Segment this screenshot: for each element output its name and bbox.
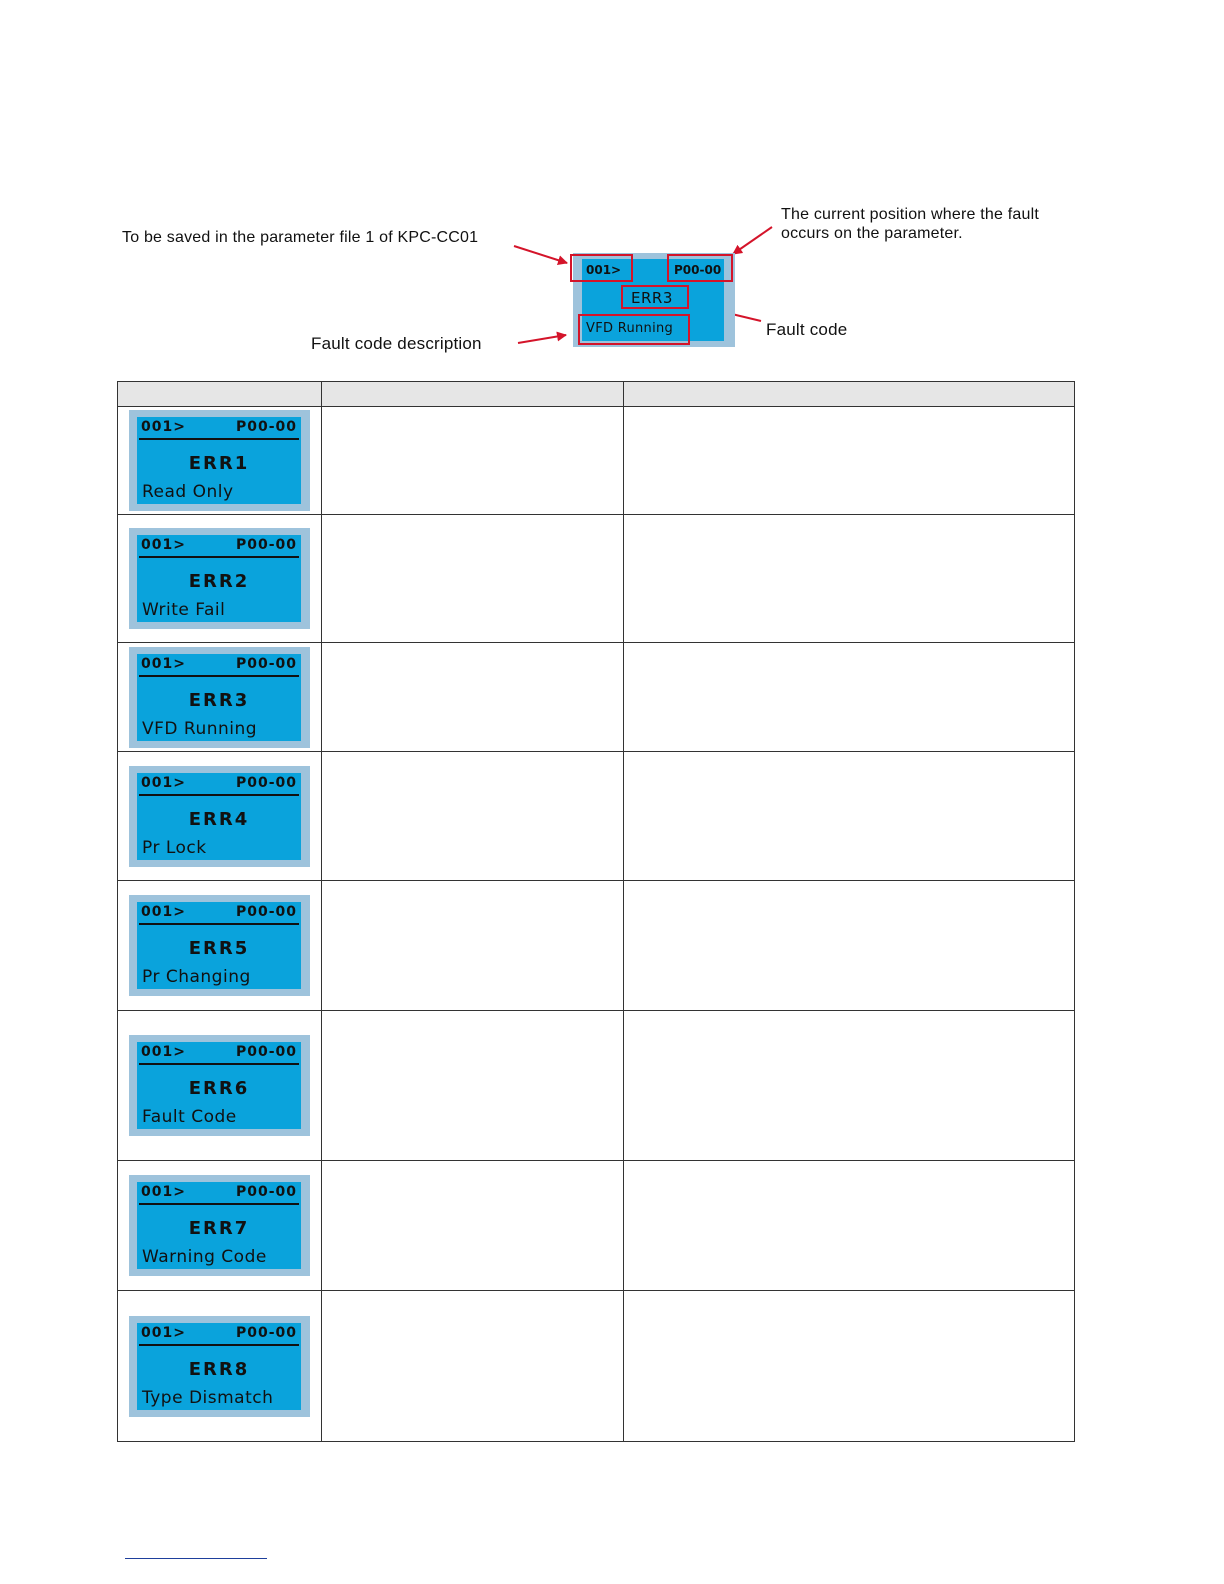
lcd-fault-code: ERR5: [188, 938, 250, 959]
lcd-screen: [137, 417, 301, 504]
lcd-screen: [137, 773, 301, 860]
lcd-file-number: 001>: [141, 1184, 186, 1200]
lcd-parameter: P00-00: [674, 263, 722, 277]
lcd-fault-code: ERR3: [188, 689, 250, 711]
keypad-lcd: [129, 1035, 310, 1136]
lcd-screen: [137, 902, 301, 989]
table-row: [118, 407, 1075, 515]
lcd-fault-description: Warning Code: [142, 1247, 267, 1267]
lcd-file-number: 001>: [141, 655, 186, 672]
lcd-screen: [137, 1182, 301, 1269]
description-cell: [322, 515, 624, 643]
lcd-parameter: P00-00: [235, 774, 297, 791]
keypad-lcd: [129, 766, 310, 867]
lcd-file-number: 001>: [141, 419, 186, 435]
lcd-fault-code: ERR7: [188, 1218, 250, 1239]
footer-rule: [125, 1558, 267, 1559]
fault-display-diagram: [0, 0, 1224, 370]
lcd-header: [139, 1323, 299, 1346]
lcd-file-number: 001>: [141, 1044, 186, 1060]
lcd-file-number: 001>: [586, 263, 622, 277]
lcd-parameter: P00-00: [235, 1324, 297, 1341]
lcd-fault-code: ERR8: [188, 1358, 250, 1380]
lcd-cell: [118, 1011, 322, 1161]
lcd-cell: [118, 515, 322, 643]
keypad-lcd: [129, 1175, 310, 1276]
annotation-fault-code: Fault code: [766, 320, 848, 339]
lcd-fault-description: Fault Code: [142, 1107, 237, 1127]
lcd-cell: [118, 1291, 322, 1442]
lcd-header: [139, 773, 299, 796]
action-cell: [624, 643, 1075, 752]
annotation-fault-description: Fault code description: [311, 334, 482, 353]
annotation-position-line2: occurs on the parameter.: [781, 225, 963, 242]
keypad-lcd-example: [573, 253, 735, 347]
lcd-fault-code: ERR6: [188, 1078, 250, 1099]
lcd-fault-description: Type Dismatch: [142, 1387, 274, 1408]
action-cell: [624, 881, 1075, 1011]
description-cell: [322, 1011, 624, 1161]
lcd-screen: [137, 535, 301, 622]
lcd-cell: [118, 1161, 322, 1291]
lcd-fault-code: ERR3: [631, 289, 673, 307]
description-cell: [322, 407, 624, 515]
description-cell: [322, 643, 624, 752]
header-description: [322, 382, 624, 407]
lcd-parameter: P00-00: [235, 1184, 297, 1200]
annotation-saved-file: To be saved in the parameter file 1 of KPC-CC01: [122, 229, 479, 246]
lcd-parameter: P00-00: [235, 655, 297, 672]
action-cell: [624, 752, 1075, 881]
lcd-header: [139, 902, 299, 925]
table-header-row: [118, 382, 1075, 407]
lcd-cell: [118, 407, 322, 515]
lcd-header: [139, 535, 299, 558]
lcd-parameter: P00-00: [235, 419, 297, 435]
lcd-parameter: P00-00: [235, 904, 297, 920]
lcd-parameter: P00-00: [235, 537, 297, 553]
lcd-fault-code: ERR2: [188, 571, 250, 592]
table-row: [118, 752, 1075, 881]
keypad-lcd: [129, 410, 310, 511]
description-cell: [322, 1161, 624, 1291]
annotation-position-line1: The current position where the fault: [781, 206, 1040, 223]
lcd-cell: [118, 643, 322, 752]
lcd-parameter: P00-00: [235, 1044, 297, 1060]
keypad-lcd: [129, 895, 310, 996]
lcd-header: [139, 1182, 299, 1205]
lcd-fault-description: Pr Lock: [142, 837, 207, 858]
lcd-fault-description: Write Fail: [142, 600, 226, 620]
keypad-lcd: [129, 647, 310, 748]
lcd-fault-description: VFD Running: [586, 321, 674, 336]
lcd-header: [139, 1042, 299, 1065]
keypad-lcd: [129, 1316, 310, 1417]
lcd-fault-description: Pr Changing: [142, 967, 251, 987]
action-cell: [624, 1291, 1075, 1442]
lcd-screen: [137, 1042, 301, 1129]
header-action: [624, 382, 1075, 407]
action-cell: [624, 1011, 1075, 1161]
lcd-file-number: 001>: [141, 1324, 186, 1341]
header-display: [118, 382, 322, 407]
description-cell: [322, 1291, 624, 1442]
lcd-fault-code: ERR1: [188, 453, 250, 474]
lcd-screen: [137, 654, 301, 741]
lcd-screen: [137, 1323, 301, 1410]
lcd-file-number: 001>: [141, 774, 186, 791]
action-cell: [624, 1161, 1075, 1291]
lcd-cell: [118, 881, 322, 1011]
lcd-fault-description: VFD Running: [142, 718, 258, 739]
lcd-file-number: 001>: [141, 537, 186, 553]
fault-code-table: [117, 381, 1075, 1442]
table-row: [118, 1011, 1075, 1161]
arrow-to-desc: [518, 335, 566, 343]
action-cell: [624, 515, 1075, 643]
arrow-to-param: [733, 227, 772, 254]
description-cell: [322, 752, 624, 881]
arrow-to-file: [514, 246, 567, 263]
lcd-fault-code: ERR4: [188, 808, 250, 830]
table-row: [118, 881, 1075, 1011]
action-cell: [624, 407, 1075, 515]
lcd-cell: [118, 752, 322, 881]
lcd-file-number: 001>: [141, 904, 186, 920]
lcd-header: [139, 417, 299, 440]
table-row: [118, 643, 1075, 752]
lcd-header: [139, 654, 299, 677]
table-row: [118, 1161, 1075, 1291]
table-row: [118, 515, 1075, 643]
description-cell: [322, 881, 624, 1011]
lcd-fault-description: Read Only: [142, 482, 234, 502]
table-row: [118, 1291, 1075, 1442]
keypad-lcd: [129, 528, 310, 629]
